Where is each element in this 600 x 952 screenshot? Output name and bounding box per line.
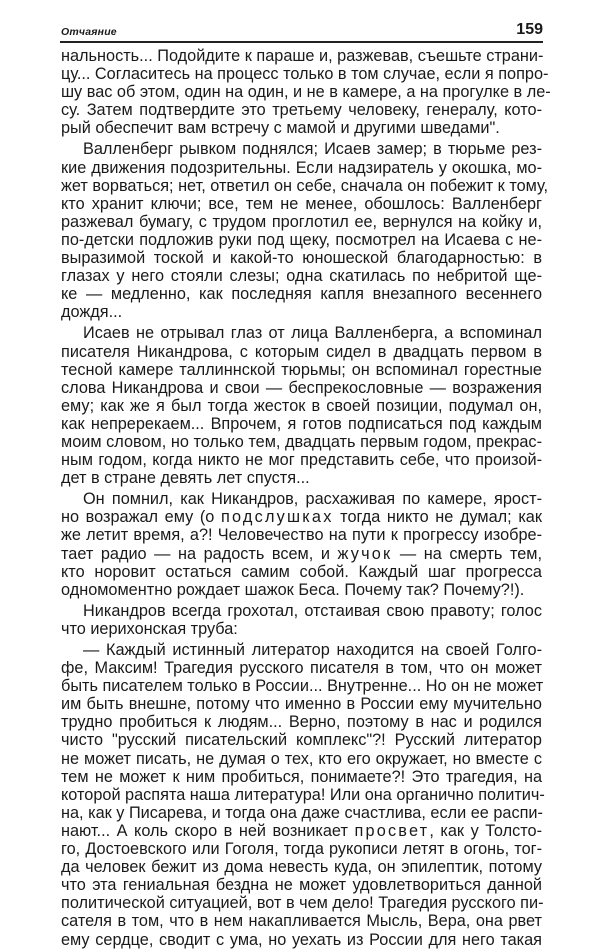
paragraph (61, 324, 542, 487)
text-line: Он помнил, как Никандров, расхаживая по камере, ярост- (83, 490, 542, 509)
emphasized-word: подслушках (221, 508, 334, 527)
text-line: фе, Максим! Трагедия русского писателя в том, что он может (61, 659, 542, 678)
text-line: кто норовит остаться самим собой. Каждый шаг прогресса (61, 562, 542, 581)
paragraph (61, 140, 549, 322)
text-line: которой распята наша литература! Или она органично политич- (61, 785, 545, 804)
text-line: же летит время, а?! Человечество на пути к прогрессу изобре- (61, 526, 542, 545)
text-line: кие движения подозрительны. Если надзиратель у окошка, мо- (61, 158, 542, 177)
text-line: разжевал бумагу, с трудом проглотил ее, вернулся на койку и, (61, 212, 542, 231)
text-line: дождя... (61, 303, 123, 322)
emphasized-word: жучок (337, 544, 393, 563)
paragraph (61, 641, 545, 949)
page-body-text (61, 47, 551, 952)
text-line: жет ворваться; нет, ответил он себе, сначала он побежит к тому, (61, 176, 549, 195)
text-line: да человек бежит из дома невесть куда, он эпилептик, потому (61, 858, 542, 877)
running-header (60, 22, 543, 42)
text-line: ему сердце, сводит с ума, но уехать из России для него такая (61, 930, 542, 949)
running-title: Отчаяние (61, 26, 117, 38)
text-line: глазах у него стояли слезы; одна скатилась по небритой ще- (61, 267, 542, 286)
header-rule (60, 41, 543, 43)
text-line: ке — медленно, как последняя капля внезапного весеннего (61, 285, 542, 304)
text-line: выразимой тоской и какой-то юношеской благодарностью: в (61, 249, 542, 268)
text-line: цу... Согласитесь на процесс только в том случае, если я попро- (61, 65, 549, 84)
text-line: кто хранит ключи; все, тем не менее, обошлось: Валленберг (61, 194, 542, 213)
text-line: нальность... Подойдите к параше и, разжевав, съешьте страни- (61, 47, 544, 65)
text-line: моим словом, но только тем, двадцать первым годом, прекрас- (61, 432, 542, 451)
text-line: на, как у Писарева, и тогда она даже счастлива, если ее распи- (61, 803, 543, 822)
emphasized-word: просвет (354, 821, 430, 840)
text-line: по-детски подложив руки под щеку, посмотрел на Исаева с не- (61, 230, 542, 249)
text-line: рый обеспечит вам встречу с мамой и другими шведами". (61, 119, 500, 138)
text-line: су. Затем подтвердите это третьему человеку, генералу, кото- (61, 101, 542, 120)
text-line: что эта гениальная бездна не может удовлетвориться данной (61, 876, 542, 895)
text-line: но возражал ему (о подслушках тогда никто не думал; как (61, 508, 542, 527)
paragraph (61, 490, 542, 599)
text-line: тает радио — на радость всем, и жучок — на смерть тем, (61, 544, 542, 563)
paragraph (61, 602, 542, 638)
text-line: политической ситуацией, вот в чем дело! Трагедия русского пи- (61, 894, 544, 913)
text-line: им быть внешне, потому что именно в России ему мучительно (61, 695, 542, 714)
text-line: Исаев не отрывал глаз от лица Валленберга, а вспоминал (83, 324, 542, 343)
paragraph (61, 47, 551, 138)
text-line: тем не может к ним пробиться, понимаете?! Это трагедия, на (61, 767, 542, 786)
text-line: — Каждый истинный литератор находится на своей Голго- (83, 641, 542, 659)
text-line: трудно пробиться к людям... Верно, поэтому в нас и родился (61, 713, 542, 732)
page-number: 159 (516, 21, 543, 38)
text-line: ным годом, когда никто не мог представить себе, что произой- (61, 451, 542, 470)
text-line: дет в стране девять лет спустя... (61, 469, 310, 488)
text-line: го, Достоевского или Гоголя, тогда рукописи летят в огонь, тог- (61, 840, 542, 859)
text-line: нают... А коль скоро в ней возникает просвет, как у Толсто- (61, 821, 542, 840)
text-line: не может писать, не думая о тех, кто его окружает, но вместе с (61, 749, 542, 768)
text-line: Никандров всегда грохотал, отстаивая свою правоту; голос (83, 601, 542, 620)
text-line: что иерихонская труба: (61, 619, 238, 638)
text-line: Валленберг рывком поднялся; Исаев замер; в тюрьме рез- (83, 140, 542, 159)
text-line: ему; как же я был тогда жесток в своей позиции, подумал он, (61, 396, 542, 415)
text-line: шу вас об этом, один на один, и не в камере, а на прогулке в ле- (61, 83, 551, 102)
text-line: тесной камере таллиннской тюрьмы; он вспоминал горестные (61, 360, 542, 379)
text-line: слова Никандрова и свои — беспрекословные — возражения (61, 378, 542, 397)
text-line: чисто "русский писательский комплекс"?! Русский литератор (61, 731, 542, 750)
text-line: сателя в том, что в нем накапливается Мысль, Вера, она рвет (61, 912, 542, 931)
text-line: писателя Никандрова, с которым сидел в двадцать первом в (61, 342, 542, 361)
text-line: быть писателем только в России... Внутренне... Но он не может (61, 677, 544, 696)
text-line: как непререкаем... Впрочем, я готов подписаться под каждым (61, 414, 542, 433)
text-line: одномоментно рождает шажок Беса. Почему так? Почему?!). (61, 580, 525, 599)
